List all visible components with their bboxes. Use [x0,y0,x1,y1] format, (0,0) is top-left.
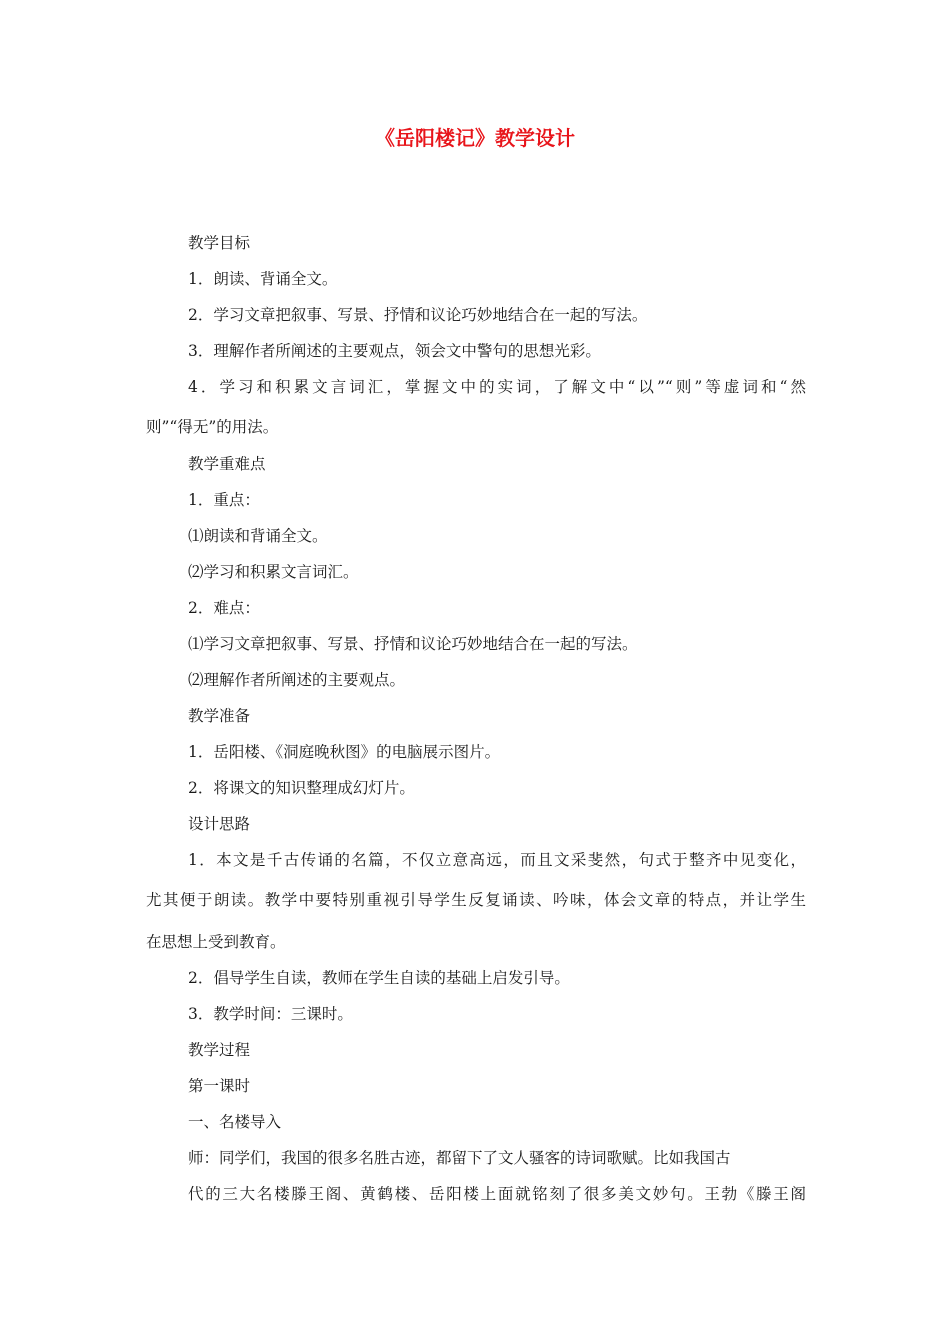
heading-teaching-process: 教学过程 [188,1041,251,1059]
teacher-speech-line-2: 代的三大名楼滕王阁、黄鹤楼、岳阳楼上面就铭刻了很多美文妙句。王勃《滕王阁 [188,1185,806,1203]
difficult-points-label: 2．难点： [188,599,260,617]
goal-4-line-1: 4．学习和积累文言词汇，掌握文中的实词，了解文中“以”“则”等虚词和“然 [188,378,806,396]
preparation-2: 2．将课文的知识整理成幻灯片。 [188,779,415,797]
heading-design-ideas: 设计思路 [188,815,251,833]
preparation-1: 1．岳阳楼、《洞庭晚秋图》的电脑展示图片。 [188,743,501,761]
goal-1: 1．朗读、背诵全文。 [188,270,338,288]
first-lesson-heading: 第一课时 [188,1077,251,1095]
heading-preparation: 教学准备 [188,707,251,725]
design-idea-2: 2．倡导学生自读，教师在学生自读的基础上启发引导。 [188,969,570,987]
key-points-label: 1．重点： [188,491,260,509]
difficult-point-1: ⑴学习文章把叙事、写景、抒情和议论巧妙地结合在一起的写法。 [188,635,638,653]
key-point-1: ⑴朗读和背诵全文。 [188,527,328,545]
design-idea-1-line-1: 1．本文是千古传诵的名篇，不仅立意高远，而且文采斐然，句式于整齐中见变化， [188,851,806,869]
goal-4-line-2: 则”“得无”的用法。 [146,418,279,436]
teacher-speech-line-1: 师：同学们，我国的很多名胜古迹，都留下了文人骚客的诗词歌赋。比如我国古 [188,1149,731,1167]
design-idea-3: 3．教学时间：三课时。 [188,1005,353,1023]
difficult-point-2: ⑵理解作者所阐述的主要观点。 [188,671,406,689]
goal-2: 2．学习文章把叙事、写景、抒情和议论巧妙地结合在一起的写法。 [188,306,648,324]
heading-teaching-goals: 教学目标 [188,234,251,252]
section-intro-heading: 一、名楼导入 [188,1113,282,1131]
goal-3: 3．理解作者所阐述的主要观点，领会文中警句的思想光彩。 [188,342,601,360]
heading-key-difficult-points: 教学重难点 [188,455,266,473]
design-idea-1-line-3: 在思想上受到教育。 [146,933,286,951]
design-idea-1-line-2: 尤其便于朗读。教学中要特别重视引导学生反复诵读、吟味，体会文章的特点，并让学生 [146,891,806,909]
key-point-2: ⑵学习和积累文言词汇。 [188,563,359,581]
document-title: 《岳阳楼记》教学设计 [375,126,575,150]
